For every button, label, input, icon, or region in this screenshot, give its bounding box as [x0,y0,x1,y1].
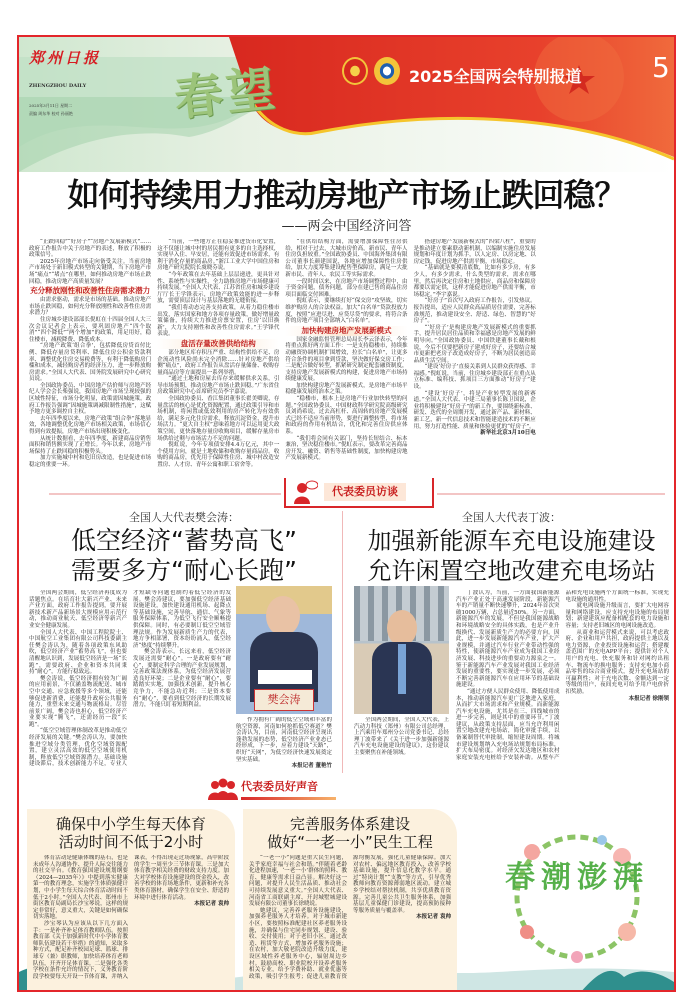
banner-art [19,37,674,172]
paragraph: “基础就是要摸清底数，比如有多少房，有多少人，有多少需求，什么类型的需求，需求在哪里，然后再决定住房和土地供应，商品房和保障房都要以需定供，这样才能促进房地产供需平衡，市场稳定。”李宇嘉说。 [413,265,536,298]
divider-line [437,493,665,495]
interview-left-body [29,590,231,773]
interview-left-kicker: 全国人大代表樊会涛： [129,511,239,524]
national-emblem-icon [342,57,368,85]
masthead-banner [19,37,674,167]
byline: 本报记者 董艳竹 [291,763,332,770]
paragraph: 国家金融监督管理总局局长李云泽表示，今年将重点抓好两方面工作：一是支持稳楼市，持续推动融资协调机制扩围增效，拉长“白名单”，让更多符合条件的项目拿到贷款，坚决做好保交房工作；二是配合做好转型，抓紧研究制定配套融资制度，支持房地产发展新模式的构建，促进房地产市场持续健康发展。 [285,336,408,383]
main-article-body [29,239,664,475]
subheading: 加快构建房地产发展新模式 [285,326,407,336]
people-group-icon [207,778,239,802]
section-label-voices [207,778,407,806]
paragraph: 体育活动是健康体魄的基石，也是未成年人沟通协作、提升人际交往能力的社交平台。《教育强国建设规划纲要（2024—2035年）》中提到落实健康第一的教育理念，实施学生体质强健计划，中小学生每天综合体育活动时间不低于2小时。”全国人大代表、郑州市上街区教育局副局长沙宝琴说，这样的规定非常好，意义重大，关键是如何确保切实落地。 [33,855,128,921]
paragraph: 2025年房地产市场走向备受关注。当前房地产市场处于新旧模式转型的关键期，当下房地产市场“痛点”“堵点”在哪里，如何推动房地产市场止跌回稳，推动房地产高质量发展？ [29,258,152,285]
paragraph: “通过土地和房屋去库存来缓解供求关系，引导市场预期，推动房地产市场止跌回稳。”广东省住房政策研究中心首席研究员李宇嘉说。 [157,376,280,396]
paragraph: “一老一小”问题是重大民生问题，关乎家庭幸福与社会和谐。”伴随着老龄化进程加速，‘一老一小’群体的照料、教育、健康等需求日益凸显。解决好这一问题，对提升人民生活品质、推动社会可持续发展意义重大。”全国人大代表、河南省工商联副主席、开封城墅城建设发展有限公司董事长徐晓说。 [249,855,347,908]
photo-head [266,596,300,636]
subheading: 盘活存量改善供给结构 [157,339,279,349]
interview-right-caption [354,717,449,773]
headline-line: 确保中小学生每天体育 [55,815,206,833]
headline-line: 做好“一老一小”民生工程 [267,833,433,851]
paragraph: “‘好房子’是构建房地产发展新模式的重要抓手，提升居民居住品质和幸福感是房地产发展的鲜明导向。”全国政协委员、中国铁建董事长戴和根说，今后不仅要把新房子建成好房子，还要结合城市更新把老房子改造成好房子，不断为居民创造高品质生活空间。 [413,324,536,364]
photo-tie [398,644,406,694]
paragraph: “在供给结构方面，需要增加保障性住房供给，相对于过去，大城市房价高，新市民、青年人住房负担较重。”全国政协委员、中国海外集团有限公司董事长颜建国说，各地应增加保障性住房供给，加大力度筹集建设配售型保障房，满足一大批新市民、青年人、农民工等实际需求。 [285,239,408,278]
newspaper-logo: 郑州日报 [29,49,102,67]
special-report-title: 2025全国两会特别报道 [409,67,582,86]
paragraph: 加快构建房地产发展新模式，是房地产市场平稳健康发展的治本之策。 [285,382,408,396]
newspaper-page [17,35,676,992]
interview-left-headline [39,526,329,586]
paragraph: “通过方便人民群众使用、降低使用成本，推动新能源汽车更广泛地进入家庭，从而扩大市场需求和产业规模。而新能源汽车充电设施，尤其是在三、四线城市的进一步完善，则是其中的重要环节。”丁波建议，从政策支持层面，应当允许利用闲置空地改建充电场站，简化审批手续，以备案制替代审批制，缩短建设周期。将城市建设规划纳入充电场站规划布局标准，扩大布局密度。对经济欠发达地区和农村家庭安装充电桩给予安装补助。从整车产品和充电设施两个方面统一标准，实现充电设施的通用性。 [456,590,669,761]
paragraph: “我们将动态完善支持政策，从着力稳住楼市出发，落实国家和地方各项存量政策，做好增量政策储备，持续大力推进房票安置，住房‘以旧换新’，大力支持刚性和改善性住房需求。”王学锋代表说。 [157,304,280,338]
headline-line: 活动时间不低于2小时 [58,833,204,851]
paragraph: 一段时间以来，在房地产市场调整过程中，由于资金问题，债务问题，部分在建已售的商品住房项目面临交付困难。 [285,278,408,298]
flower-wreath-decoration [502,822,652,972]
paragraph: 由需求驱动，需求是市场的基础。推动房地产市场止跌回稳，如何充分释放刚性和改善性住房需求潜力？ [29,297,152,317]
column-divider [342,511,343,773]
paragraph: “建设‘好房子’直接关系到人民群众获得感、幸福感。”倪虹说，当前，住房城乡建设部正在重点从立标准、编科技、抓项目三方面推动“好房子”建设。 [413,364,536,391]
photo-ding-bo [354,586,449,714]
paragraph: 作为拥有广阔的低空空域和丰富的航空资源，河南如何抢抓低空赛道？樊会涛认为，目前，河南低空经济呈现出蓬勃发展的态势，低空经济产业业态已经形成，下一步，应着力建设“天路”，织好“天网”，为低空经济快速发展奠定坚实基础。 [236,717,332,763]
paragraph: 倪虹表示，要继续打好“保交房”攻坚战，切实维护购房人的合法权益。加大“白名单”贷款投放力度，按照“应进尽进、应贷尽贷”的要求，将符合条件的房地产项目全部纳入“白名单”。 [285,298,408,325]
paragraph: 樊会涛表示，长远来看，低空经济发展还需要“耐心”。一是政府要有“耐心”，要制定科学合理的产业发展规划，完善政策法规体系，为低空经济发展营造良好环境；二是企业要有“耐心”，要踏踏实实地，加强技术创新，提升核心竞争力，不能急功近利；三是资本要有“耐心”，要看到低空经济的长期发展潜力，不能只盯着短期利益。 [133,649,231,709]
paragraph: 全国政协委员、中国房地产估价师与房地产经纪人学会会长柴强说，我国房地产市场呈现较强的区域性特征，市场分化明显，政策需因城施策。政府工作报告强调“因城施策调减限制性措施”，这赋予地方更多调控自主权。 [29,382,152,416]
paragraph: 沙宝琴认为应该从以下几方面入手：一是补齐补足体育教师队伍。按照教育部《关于加强新时代中小学体育教师队伍建设若干举措》的通知，采取多种方式，配足补齐校园足球、篮球、排球专（兼）职教师，加快培养体育老师队伍，开齐开足体育课。二是强化各类学校在条件允许的情况下，义务教育阶段学校要每天开设一节体育课，并纳入课表，不得出现走过场现象，高中阶段的学生一周至少三节体育课。三是加大体育教学相关经费的财政支持力度。加大对学校体育设施建设的资金投入，改善学校的体育场地条件，更新和补充各类体育器材，确保学生在安全、舒适的环境中进行体育活动。 [33,855,229,980]
nameplate: 樊会涛 [254,689,314,711]
paragraph: 全国两会期间，全国人大代表，上汽动力科技（郑州）有限公司总经理，上汽乘用车郑州分公司党委书记、总经理丁波带来了《关于进一步加强新能源汽车充电设施建设的建议》，这份建议主要聚焦在补能领域。 [354,717,449,756]
main-headline: 如何持续用力推动房地产市场止跌回稳？ [67,176,626,214]
headline-line: 允许闲置空地改建充电场站 [367,557,656,585]
byline: 本报记者 袁帅 [416,914,451,921]
paragraph: “低空空域管理体制改革是推动低空经济发展的关键。”樊会涛认为，要加快推进空域分类管理，优化空域资源配置，建立灵活高效的低空空域使用机制，释放低空空域资源潜力。基础设施建设滞后，技术创新能力不足，专业人才短缺等问题也制约着低空经济的发展。樊会涛建议，要加强低空经济基础设施建设，加快建设通用机场、起降点等基础设施，完善导航、通信、气象等服务保障体系，为低空飞行安全顺畅提供保障。同时，有必要制订低空空域管理法规。作为发展新质生产力的代表，地方争相部署，资本纷纷涌入，低空经济“热度”持续攀升。 [29,590,231,768]
story-body [33,855,229,986]
paragraph: 全国人大代表、中国工程院院士、中国航空工业集团有限公司科技委副主任樊会涛认为，随着各项政策东风助吹，低空经济产业“蓄势高飞”，但也要清醒地认识到，发展低空经济是一场“长跑”，需要政府、企业和资本共同秉持“耐心”，方能行稳致远。 [29,629,127,676]
paragraph: “今年政策在去年基础上层层递进，更具针对性、系统性与实操性，全力助推房地产市场健康可持续发展。”全国人大代表、江苏省住房和城乡建设厅厅长王学锋表示，房地产政策效能的进一步释放，需要顶层设计与基层落地的无缝衔接。 [157,271,280,305]
byline: 本报记者 袁帅 [194,901,229,908]
section-label-interviews [284,478,434,508]
headline-line: 加强新能源车充电设施建设 [367,527,656,555]
paragraph: 部分地区库存积压严重、结构性供给不足、房企流动性风险尚未完全消除……针对房地产供给侧“痛点”，政府工作报告从盘活存量储备、收购存量商品房等方面提出一系列举措。 [157,349,280,376]
headline-line: 完善服务体系建设 [289,815,410,833]
paragraph: 她建议，完善养老服务设施建设，加强养老服务人才培养。对于城市新建小区，要按照标准配建社区养老服务设施，并确保与住宅同步规划、建设、验收、交付使用；对于老旧小区，通过改造、租赁等方式，增加养老服务设施；在农村，加大敬老院改造升级力度，建设区域性养老服务中心，辐射周边乡村。鼓励高校、职业院校开设养老服务相关专业，给予学费补助、就业优惠等政策，吸引学生报考；促进儿童教育资源均衡发展，强化儿童健康保障。加大对农村、偏远地区教育投入，改善学校基础设施，提升信息化教学水平。通过“特岗计划”“支教”等方式，引导优秀教师向教育资源薄弱地区流动。建立城乡学校结对帮扶机制，共享优质教育资源。完善儿童公共卫生服务体系，加强基层儿童保健门诊建设，提高预防接种等服务质量与覆盖率。 [249,855,451,980]
issue-date: 2025年3月11日 星期二 [29,103,73,108]
paragraph: 丁波认为，当前，一方面我国新能源汽车产业正处于高速发展阶段，新能源汽车的产销量不断快速攀升，2024年首次突破1000万辆，占总量近50%。另一方面，新能源汽车的发展，不但是我国能源战略和环境战略安全的具体实践，也是产业升级换代、发展新质生产力的必要方向。因此，进一步发展新能源汽车产业，扩大产业规模，并通过汽车行业产业带动性强的特性，使新能源汽车产业成为我国工业经济发展、科技进步的重要动力源泉之一。鉴于新能源汽车产业发展对我国工业经济发展的重要性，要实现进一步发展，必须不断完善新能源汽车在应用环节的基础设施建设。 [456,590,560,689]
story-box-elderly-children [243,809,457,990]
paragraph: 从统计数据看，去年四季度，新建商品房销售面积和销售额实现了正增长。今年以来，房地产市场保持了止跌回稳的积极势头。 [29,435,152,455]
story-headline [33,815,229,851]
paragraph: 全国政协委员、香江集团董事长翟美卿说，存量盘活的核心是优化资源配置，通过政策引导和市场机制，将闲置或低效利用的房产转化为有效供给，满足多元化住房需求，释放沉淀资金，提升市场活力。“更大自主权”意味着地方可以运用更大政策空间，更快落地存量房收购项目，缓解存量房市场供给过剩与市场活力不足的问题。 [157,396,280,442]
section-label-text: 代表委员好声音 [241,780,318,793]
interview-right-headline [349,526,674,586]
paragraph: 从商业和运营模式来说，可以考虑政府、企业和用户共担，政府提供土地以及电力资源，企业投资设施和运营；搭建覆盖范围广的充电APP平台；提供针对个人用户的充电、快充服务和针对网约出租车、物流车的换电服务；支持充电加小商品零售的综合商业模式，提升充电场站的可赢利性；对于充电次数、金额达到一定等级的用户，夜间充电可给予用户电价折扣奖励。 [565,629,669,695]
byline: 新华社北京3月10日电 [480,430,536,437]
paragraph: “止跌回稳”“好房子”“房地产发展新模式”……政府工作报告中关于房地产的表述，释放了积极的政策信号。 [29,239,152,259]
photo-paper [258,670,312,684]
paragraph: “当前，一些地方正在稳妥推进货币化安置，这不仅能让城中村的居民拥有更多的自主选择权，实现早入住、早安居，还能有效促进市场需求，有利于消化存量的商品房。”浙江工业大学中国住房和房地产研究院院长虞晓芬说。 [157,239,280,272]
newspaper-english-name: ZHENGZHOU DAILY [29,83,87,89]
paragraph: “稳楼市，根本上是房地产行业加快转型的问题。”全国政协委员、中国财政科学研究院高级研究员刘尚希说，过去高杠杆、高周转的房地产发展模式已经不适应当前形势，要进行调整转型，将市场和政府的作用有机结合，优化和完善住房供应体系。 [285,396,408,436]
paragraph: 就电网设施升级而言，要扩大电网容量和网络建设，应支持充电设施的布局规划；新建建筑应配备相配套的电力设施和容量；支持老旧城区的电网设施改造。 [565,603,669,629]
wreath-text: 春潮澎湃 [505,860,649,895]
paragraph: 全国两会期间，低空经济再度成为话题焦点。在培育壮大新兴产业、未来产业方面，政府工作报告提到，要开展新技术新产品新场景大规模应用示范行动，推动商业航天、低空经济等新兴产业安全健康发展。 [29,590,127,629]
paragraph: 樊会涛说，低空经济拥有较为广阔的应用前景，不仅涵盖物流配送、城市空中交通、应急救援等多个领域，还能够促进新消费，还能提升政府公共服务能力，重塑未来交通与物流格局。尽管前景广阔，樊会涛也担心，低空经济产业要实现“腾飞”，还需经历一段“长跑”。 [29,675,127,728]
wreath-icon [502,822,652,972]
headline-line: 需要多方“耐心长跑” [71,556,297,585]
cppcc-emblem-icon [374,57,400,85]
paragraph: “好房子”首次写入政府工作报告，引发热议。报告提出，适应人民群众高品质居住需要，完善标准规范，推动建设安全、舒适、绿色、智慧的“好房子”。 [413,298,536,325]
interview-right-body [456,590,669,773]
section-art-title: 春望 [171,60,282,128]
paragraph: “建设‘好房子’，将是产业转型发展的新赛道。”全国人大代表、中建三局董事长陈卫国说，企业将积极建设“好房子”的新工作，要围绕新标准、研发、迭代的全周期开发，通过新产品、新材料、新工艺，新一代信息技术和智能建造技术的不断应用，努力打造性能、质量和体验更优的“好房子”。 [413,390,536,430]
label-underline [241,797,336,800]
paragraph: 搭建房地产发展新模式的“四梁八柱”，重要的是推动建立要素联动新机制，以编制实施住房发展规划和年度计划为抓手，以人定房、以房定地、以房定钱，促进房地产供需平衡，市场稳定。 [413,239,536,265]
headline-line: 低空经济“蓄势高飞” [71,526,297,555]
page-number: 5 [652,51,670,84]
divider-line [49,493,281,495]
paragraph: 住房城乡建设部部长倪虹在十四届全国人大三次会议记者会上表示，要巩固房地产“四个取消”“四个降低”“两个增加”的政策，用足用好，稳住楼市，减税降费、降低成本。 [29,316,152,343]
byline: 本报记者 徐刚领 [628,695,669,702]
main-subtitle: ——两会中国经济问答 [281,219,412,234]
photo-fan-huitao [236,586,332,714]
paragraph: 去年四季度以来，房地产政策“组合拳”落地显效，各地调整优化房地产市场相关政策，市场信心得到有效提振，房地产市场出现积极变化。 [29,415,152,436]
interview-right-kicker: 全国人大代表丁波： [462,511,561,524]
story-body [249,855,451,986]
paragraph: “我们将会同有关部门，坚持长短结合、标本兼治，坚决稳住楼市。”倪虹表示，要改革完善商品房开发、融资、销售等基础性制度，加快构建房地产发展新模式。 [285,435,408,462]
interview-left-tail [236,717,332,773]
story-box-pe [27,809,235,990]
photo-head [387,610,417,646]
section-label-text: 代表委员访谈 [324,483,406,501]
editor-line: 责编 周东华 校对 孙丽艳 [29,111,73,116]
paragraph: 倪虹说，今年专项债安排4.4万亿元，其中一个使用方向，就是土地收储和收购存量商品房。收购的商品房，优先用于保障性住房、城中村改造安置房、人才房、青年公寓和职工宿舍等。 [157,442,280,468]
story-headline [249,815,451,851]
speaker-icon [292,479,318,505]
paragraph: 加力实施城中村和危旧房改造，也是促进市场稳定的重要一环。 [29,455,152,468]
paragraph: “房地产政策‘组合拳’，包括降低房贷首付比例、降低存量房贷利率、降低住房公积金贷款利率、调整优化住房交易税费等，有利于降低购房门槛和成本，减轻购房者的经济压力，进一步释放购房需求。”全国人大代表、国务院发展研究中心研究员说。 [29,343,152,383]
subheading: 充分释放刚性和改善性住房需求潜力 [30,286,151,296]
